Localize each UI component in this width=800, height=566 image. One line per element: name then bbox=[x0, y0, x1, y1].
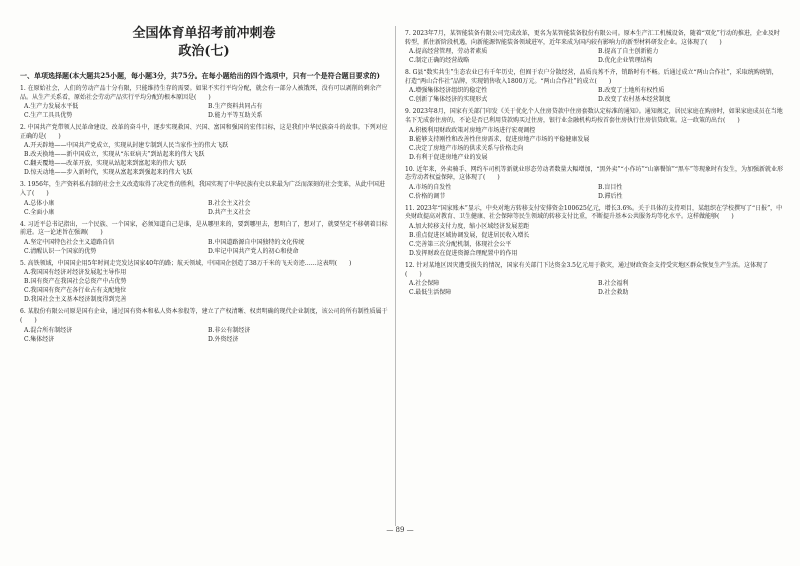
question-block bbox=[20, 260, 388, 305]
page-subtitle: 政治(七) bbox=[178, 44, 230, 59]
answer-option: A.积极利用财政政策对房地产市场进行宏观调控 bbox=[409, 126, 536, 134]
question-block bbox=[20, 221, 388, 256]
answer-option: B.社会福利 bbox=[598, 280, 629, 288]
answer-options bbox=[405, 222, 783, 258]
answer-options bbox=[405, 47, 783, 65]
answer-option: D.改变了农村基本经营制度 bbox=[598, 96, 671, 104]
answer-options bbox=[405, 86, 783, 104]
answer-option: B.中国道路源自中国独特的文化传统 bbox=[208, 238, 305, 246]
question-block bbox=[405, 30, 783, 65]
answer-option: C.完善第三次分配机制，体现社会公平 bbox=[409, 240, 512, 248]
question-stem: 9. 2023年8月，国家有关部门印发《关于优化个人住房贷款中住房套数认定标准的通知》。通知规定，居民家庭在购房时，如果家庭成员在当地名下无成套住房的，不论是否已利用贷款购买过住房，银行业金融机构均按首套住房执行住房信贷政策。这一政策的出台( ) bbox=[405, 108, 783, 124]
question-stem: 11. 2023年“国家账本”显示，中央对地方转移支付安排资金100625亿元，增长3.6%。关于具体的支持项目，某组织在学校撰写了“日报”，中央财政提高对教育、卫生健康、社会保障等民生领域的转移支付比重，不断提升基本公共服务均等化水平。这样做能够( ) bbox=[405, 204, 783, 221]
page-title: 全国体育单招考前冲刺卷 bbox=[132, 26, 276, 41]
answer-option: C.全面小康 bbox=[24, 208, 55, 216]
answer-option: A.混合所有制经济 bbox=[24, 326, 73, 334]
answer-options bbox=[20, 326, 388, 344]
answer-option: D.共产主义社会 bbox=[208, 208, 251, 216]
answer-option: A.市场的自发性 bbox=[409, 183, 452, 191]
left-column bbox=[20, 0, 388, 344]
answer-option: B.社会主义社会 bbox=[208, 199, 251, 207]
answer-option: D.我国社会主义基本经济制度得到完善 bbox=[24, 296, 127, 304]
answer-option: C.创新了集体经济的实现形式 bbox=[409, 96, 488, 104]
question-stem: 10. 近年来，外卖骑手、网约车司机等新就业形态劳动者数量大幅增加，“黑外卖”“小作坊”“山寨餐馆”“黑车”等现象时有发生，为加强新就业形态劳动者权益保障，这体现了( ) bbox=[405, 165, 783, 182]
question-stem: 5. 高铁领域，中国国企用5年时间走完发达国家40年的路；航天领域，中国国企创造了38万千米的飞天奇迹……这表明( ) bbox=[20, 259, 352, 267]
answer-option: B.改天换地——新中国成立，实现从“东亚病夫”到站起来的伟大飞跃 bbox=[24, 151, 205, 159]
answer-option: A.生产力发展水平低 bbox=[24, 103, 79, 111]
answer-option: A.增强集体经济组织的稳定性 bbox=[409, 87, 488, 95]
answer-option: C.集体经济 bbox=[24, 335, 55, 343]
answer-option: A.加大转移支付力度，缩小区域经济发展差距 bbox=[409, 222, 530, 230]
answer-option: D.社会救助 bbox=[598, 289, 629, 297]
question-block bbox=[20, 85, 388, 120]
answer-option: D.惊天动地——步入新时代，实现从富起来到强起来的伟大飞跃 bbox=[24, 169, 193, 177]
answer-option: B.提高了自主创新能力 bbox=[598, 48, 659, 56]
right-column bbox=[405, 0, 783, 297]
question-stem: 8. G县“数实共生”生态农业已有千年历史，但囿于农户分散经营，品质良莠不齐，销路时有不畅。后通过成立“两山合作社”，采取统购统销，打造“两山合作社”品牌，实现销售收入1800万元。“两山合作社”的成立( ) bbox=[405, 69, 778, 85]
left-question-list bbox=[20, 85, 388, 344]
answer-option: B.生产资料共同占有 bbox=[208, 103, 263, 111]
answer-option: C.我国国有资产在各行业占有支配地位 bbox=[24, 287, 127, 295]
answer-option: B.能够支持刚性和改善性住房需求，促进房地产市场的平稳健康发展 bbox=[409, 135, 590, 143]
answer-option: B.改变了土地所有权性质 bbox=[598, 87, 665, 95]
answer-options bbox=[20, 268, 388, 304]
question-stem: 6. 某股份有限公司原是国有企业，通过国有资本和私人资本参股等，建立了产权清晰、权责明确的现代企业制度，该公司的所有制性质属于( ) bbox=[20, 308, 388, 324]
answer-option: C.价格的调节 bbox=[409, 192, 446, 200]
question-block bbox=[405, 108, 783, 161]
answer-option: D.外资经济 bbox=[208, 335, 239, 343]
right-question-list bbox=[405, 30, 783, 297]
answer-option: C.制定正确的经营战略 bbox=[409, 57, 470, 65]
answer-options bbox=[405, 183, 783, 201]
answer-option: D.滞后性 bbox=[598, 192, 623, 200]
answer-option: D.牢记中国共产党人的初心和使命 bbox=[208, 247, 299, 255]
answer-option: B.国有资产在我国社会总资产中占优势 bbox=[24, 278, 127, 286]
answer-option: C.生产工具具优势 bbox=[24, 112, 73, 120]
question-block bbox=[20, 181, 388, 216]
answer-option: D.有利于促进房地产业的发展 bbox=[409, 153, 488, 161]
question-stem: 7. 2023年7月，某智能装备有限公司完成改革，更名为某智能装备股份有限公司。原本生产汇工机械设备，随着“双化”行动的推进，企业及时转型，抓住新阶段机遇，向新能源智能装备领域进军，近年来成为国内较有影响力的新型材料研发企业。这体现了( ) bbox=[405, 30, 780, 46]
question-block bbox=[405, 205, 783, 258]
answer-option: C.决定了房地产市场的供求关系与价格走向 bbox=[409, 144, 524, 152]
column-divider bbox=[395, 26, 396, 526]
question-stem: 12. 针对某地区因灾遭受损失的情况，国家有关部门下达资金3.5亿元用于救灾，通过财政资金支持受灾地区群众恢复生产生活。这体现了( ) bbox=[405, 261, 768, 278]
answer-option: C.最低生活保障 bbox=[409, 289, 452, 297]
answer-option: B.非公有制经济 bbox=[208, 326, 251, 334]
answer-options bbox=[20, 238, 388, 256]
answer-options bbox=[20, 102, 388, 120]
answer-options bbox=[20, 141, 388, 177]
answer-options bbox=[20, 199, 388, 217]
answer-option: A.坚定中国特色社会主义道路自信 bbox=[24, 238, 115, 246]
answer-option: A.总体小康 bbox=[24, 199, 55, 207]
answer-option: B.盲目性 bbox=[598, 183, 623, 191]
answer-option: B.重点促进区域协调发展，促进居民收入增长 bbox=[409, 231, 530, 239]
question-stem: 4. 习近平总书记指出，一个民族、一个国家，必须知道自己是谁，是从哪里来的，要到哪里去，想明白了，想对了，就要坚定不移朝着目标前进。这一论述旨在强调( ) bbox=[20, 220, 388, 237]
question-block bbox=[405, 262, 783, 297]
answer-options bbox=[405, 279, 783, 297]
question-stem: 1. 在原始社会，人们的劳动产品十分有限，只能维持生存的需要。如果不实行平均分配，就会有一部分人被饿死，没有可以剥削的剩余产品。从生产关系看，原始社会劳动产品实行平均分配的根本原因是( ) bbox=[20, 85, 382, 101]
answer-option: A.提高经营管理，劳动者素质 bbox=[409, 48, 488, 56]
question-block bbox=[20, 124, 388, 177]
answer-option: D.发挥财政在促进资源合理配置中的作用 bbox=[409, 249, 518, 257]
answer-option: A.我国国有经济对经济发展起主导作用 bbox=[24, 269, 127, 277]
section-heading: 一、单项选择题(本大题共25小题，每小题3分，共75分。在每小题给出的四个选项中，只有一个是符合题目要求的) bbox=[20, 71, 380, 80]
question-block bbox=[20, 308, 388, 343]
question-block bbox=[405, 166, 783, 201]
question-stem: 2. 中国共产党带领人民革命建设、改革的奋斗中，逐步实现救国、兴国、富国和强国的宏伟目标，这是我们中华民族奋斗的故事。下列对应正确的是( ) bbox=[20, 124, 388, 140]
answer-option: A.社会保障 bbox=[409, 280, 440, 288]
question-block bbox=[405, 69, 783, 104]
page-number: — 89 — bbox=[386, 526, 414, 534]
answer-options bbox=[405, 126, 783, 162]
answer-option: C.清醒认识一个国家的优势 bbox=[24, 247, 97, 255]
question-stem: 3. 1956年，生产资料私有制的社会主义改造取得了决定性的胜利，我国实现了中华民族有史以来最为广泛而深刻的社会变革，从此中国进入了( ) bbox=[20, 181, 385, 197]
answer-option: D.能力平等互助关系 bbox=[208, 112, 263, 120]
answer-option: D.优化企业管理结构 bbox=[598, 57, 653, 65]
answer-option: C.翻天覆地——改革开放，实现从站起来到富起来的伟大飞跃 bbox=[24, 160, 187, 168]
answer-option: A.开天辟地——中国共产党成立，实现从封建专制到人民当家作主的伟大飞跃 bbox=[24, 142, 229, 150]
